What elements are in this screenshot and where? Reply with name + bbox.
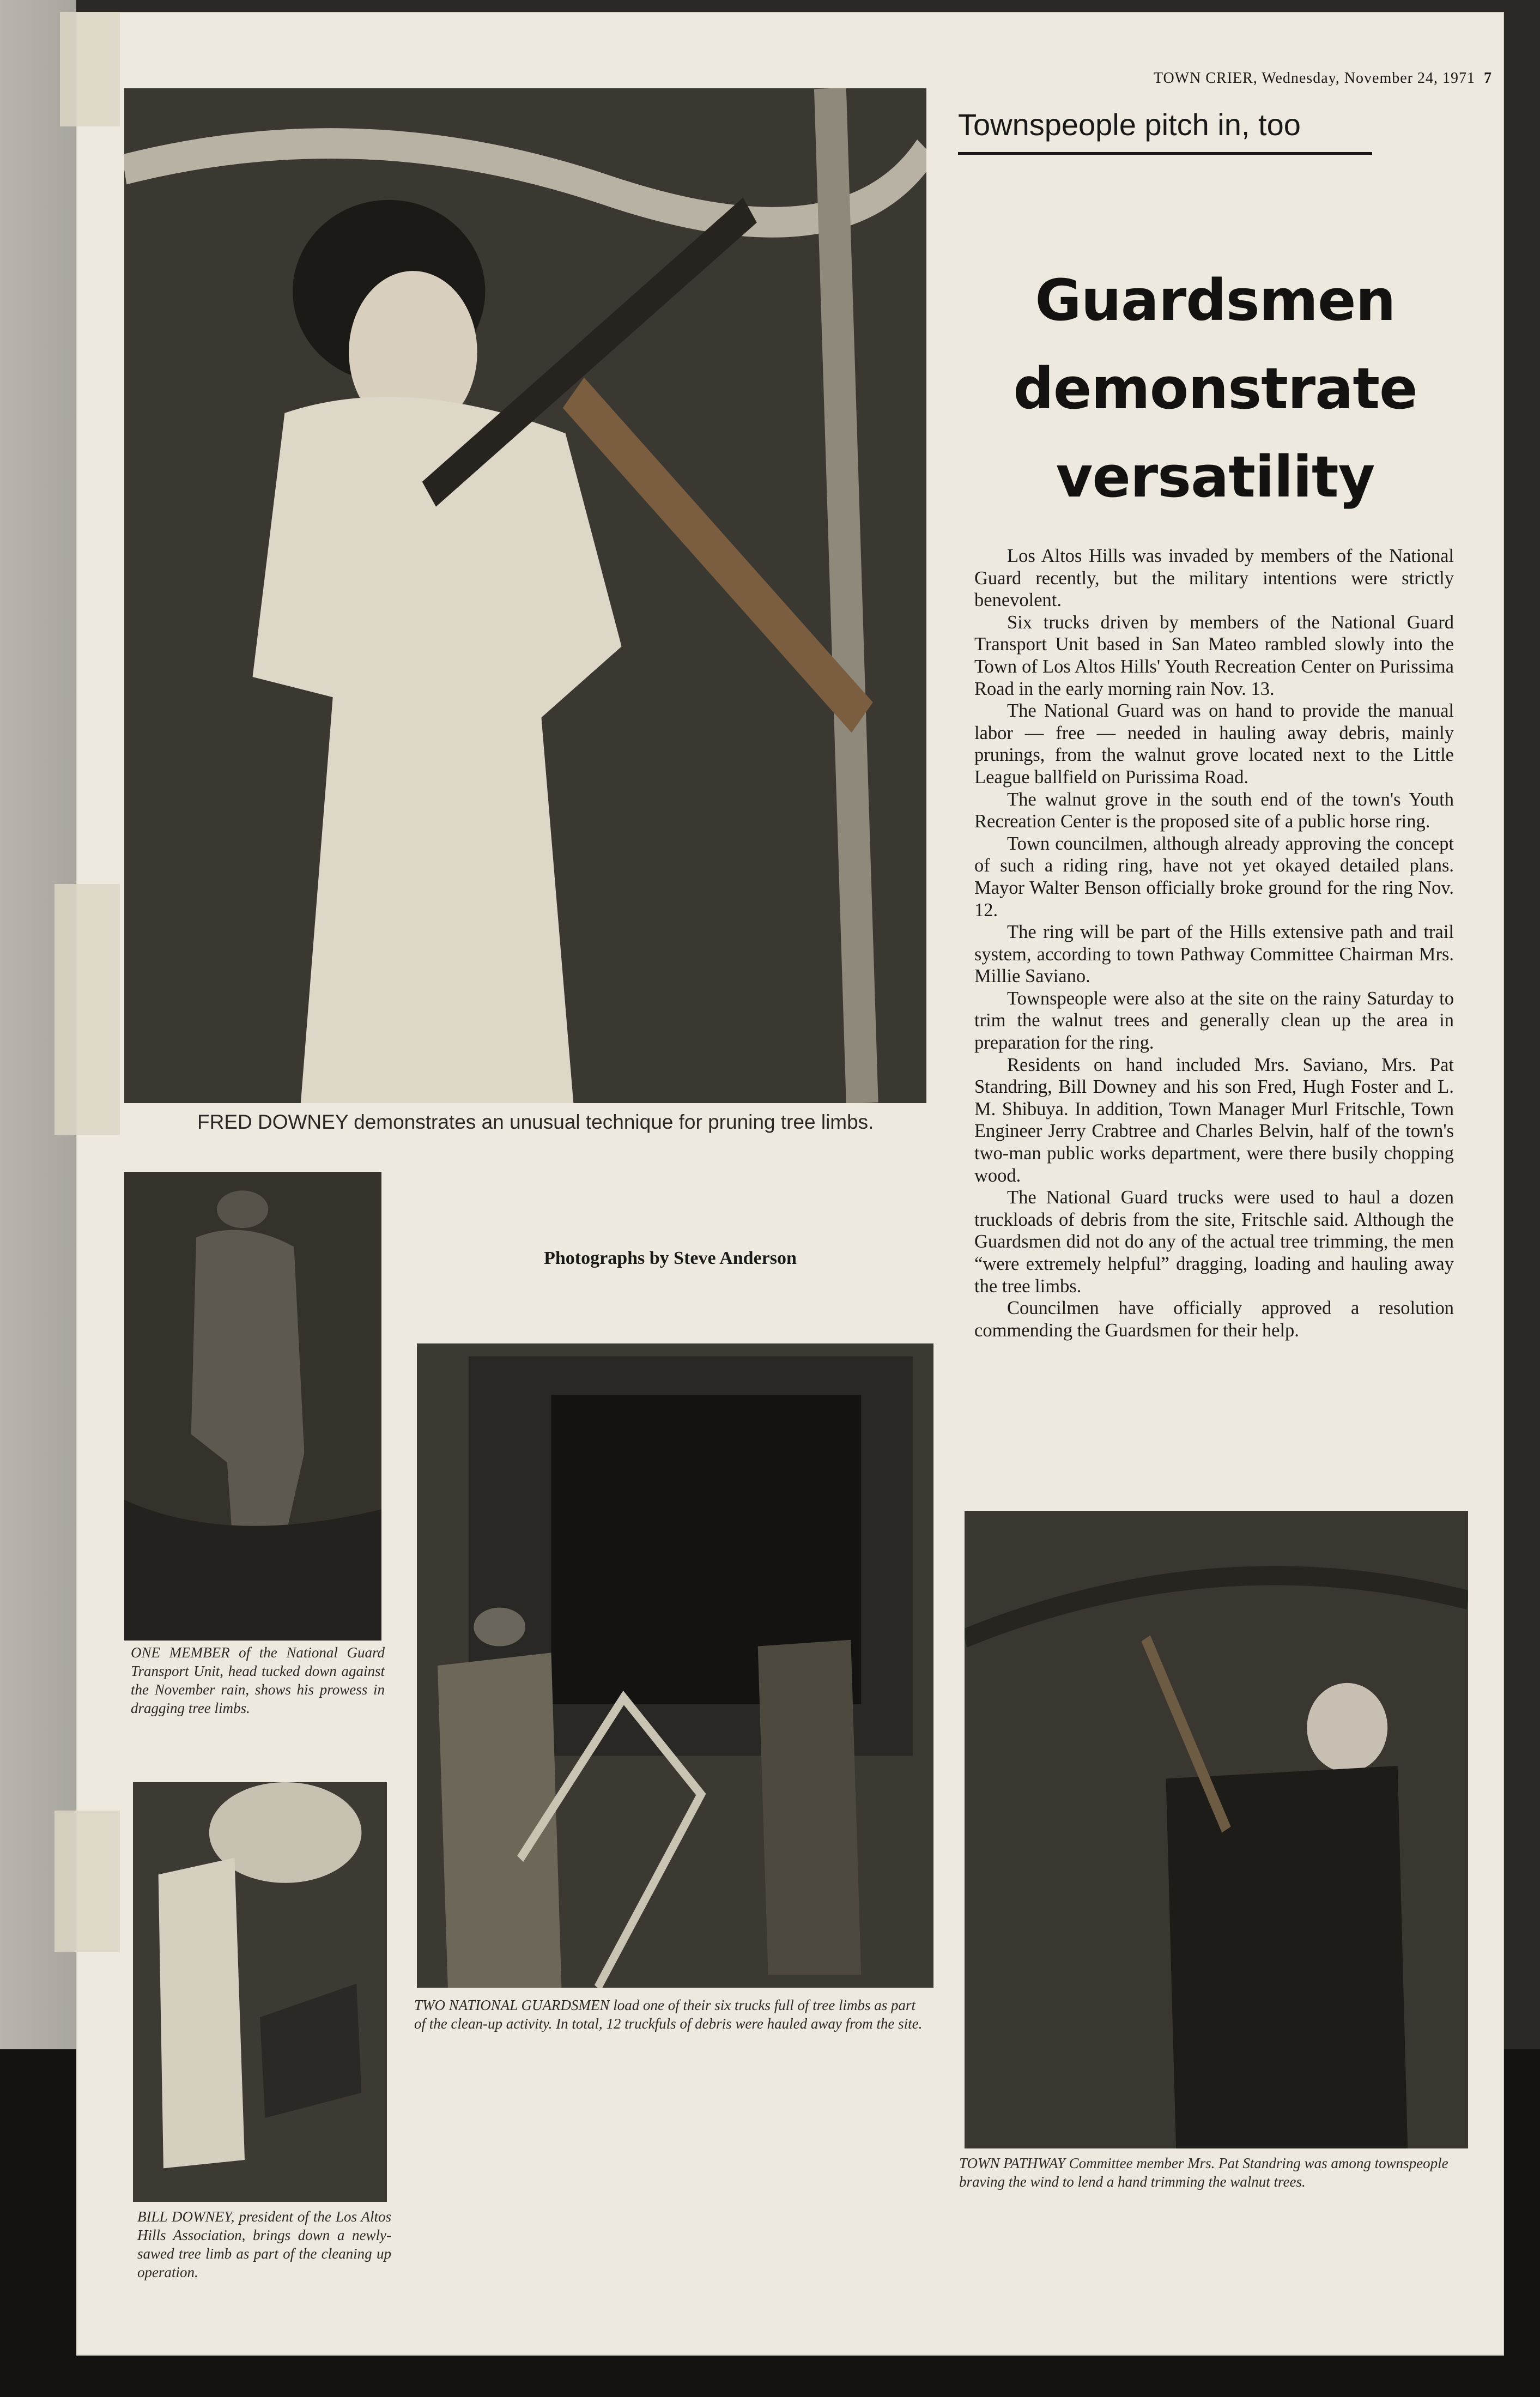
article-paragraph: Councilmen have officially approved a resolution commending the Guardsmen for their help. bbox=[974, 1298, 1454, 1341]
header-dateline: TOWN CRIER, Wednesday, November 24, 1971 bbox=[1153, 70, 1475, 87]
kicker: Townspeople pitch in, too bbox=[958, 107, 1372, 155]
caption-pat-standring bbox=[959, 2154, 1471, 2191]
tape-bottom-left bbox=[54, 1811, 120, 1952]
photo-guardsman-dragging bbox=[124, 1172, 381, 1641]
caption-lead: TWO NATIONAL GUARDSMEN bbox=[414, 1997, 610, 2013]
headline-line-2: demonstrate bbox=[1013, 355, 1417, 422]
photo-fred-downey bbox=[124, 88, 926, 1103]
article-paragraph: Six trucks driven by members of the National Guard Transport Unit based in San Mateo rambled slowly into the Town of Los Altos Hills' Youth Recreation Center on Purissima Road in the early morning rain Nov. 13. bbox=[974, 612, 1454, 699]
caption-lead: ONE MEMBER bbox=[131, 1644, 230, 1661]
photo-pat-standring bbox=[965, 1511, 1468, 2148]
tape-mid-left bbox=[54, 884, 120, 1135]
article-paragraph: The National Guard was on hand to provide the manual labor — free — needed in hauling away debris, mainly prunings, from the walnut grove located next to the Little League ballfield on Purissima Road. bbox=[974, 700, 1454, 788]
article-paragraph: The ring will be part of the Hills extensive path and trail system, according to town Pathway Committee Chairman Mrs. Millie Saviano. bbox=[974, 922, 1454, 987]
caption-bill-downey bbox=[137, 2207, 391, 2281]
caption-lead: FRED DOWNEY bbox=[197, 1111, 348, 1133]
caption-fred-downey bbox=[197, 1111, 906, 1134]
page-header bbox=[1105, 70, 1492, 87]
photo-bill-downey bbox=[133, 1782, 387, 2202]
photo-credit: Photographs by Steve Anderson bbox=[544, 1248, 797, 1268]
article-paragraph: Los Altos Hills was invaded by members of the National Guard recently, but the military intentions were strictly benevolent. bbox=[974, 546, 1454, 611]
caption-text: Committee member Mrs. Pat Standring was among townspeople braving the wind to lend a hand trimming the walnut trees. bbox=[959, 2155, 1448, 2190]
article-body bbox=[974, 545, 1454, 1341]
caption-text: demonstrates an unusual technique for pruning tree limbs. bbox=[348, 1111, 874, 1133]
caption-lead: TOWN PATHWAY bbox=[959, 2155, 1065, 2171]
headline-line-3: versatility bbox=[1056, 444, 1375, 510]
headline-line-1: Guardsmen bbox=[1035, 267, 1396, 334]
caption-text: load one of their six trucks full of tree limbs as part of the clean-up activity. In total, 12 truckfuls of debris were hauled away from the site. bbox=[414, 1997, 923, 2032]
article-paragraph: Town councilmen, although already approving the concept of such a riding ring, have not yet okayed detailed plans. Mayor Walter Benson officially broke ground for the ring Nov. 12. bbox=[974, 833, 1454, 921]
article-paragraph: Townspeople were also at the site on the rainy Saturday to trim the walnut trees and generally clean up the area in preparation for the ring. bbox=[974, 988, 1454, 1054]
photo-guardsmen-truck bbox=[417, 1343, 933, 1988]
article-paragraph: Residents on hand included Mrs. Saviano, Mrs. Pat Standring, Bill Downey and his son Fred, Hugh Foster and L. M. Shibuya. In addition, Town Manager Murl Fritschle, Town Engineer Jerry Crabtree and Charles Belvin, half of the town's two-man public works department, were there busily chopping wood. bbox=[974, 1054, 1454, 1186]
article-paragraph: The National Guard trucks were used to haul a dozen truckloads of debris from the site, Fritschle said. Although the Guardsmen did not do any of the actual tree trimming, the men “were extremely helpful” dragging, loading and hauling away the tree limbs. bbox=[974, 1187, 1454, 1297]
tape-top-left bbox=[60, 12, 120, 126]
caption-guardsman bbox=[131, 1643, 385, 1717]
headline bbox=[959, 256, 1471, 521]
article-paragraph: The walnut grove in the south end of the town's Youth Recreation Center is the proposed site of a public horse ring. bbox=[974, 789, 1454, 832]
caption-text: of the National Guard Transport Unit, head tucked down against the November rain, shows his prowess in dragging tree limbs. bbox=[131, 1644, 385, 1716]
caption-text: president of the Los Altos Hills Association, brings down a newly-sawed tree limb as part of the cleaning up operation. bbox=[137, 2208, 391, 2280]
page-number: 7 bbox=[1484, 70, 1492, 87]
caption-guardsmen-truck bbox=[414, 1996, 930, 2033]
caption-lead: BILL DOWNEY, bbox=[137, 2208, 235, 2225]
